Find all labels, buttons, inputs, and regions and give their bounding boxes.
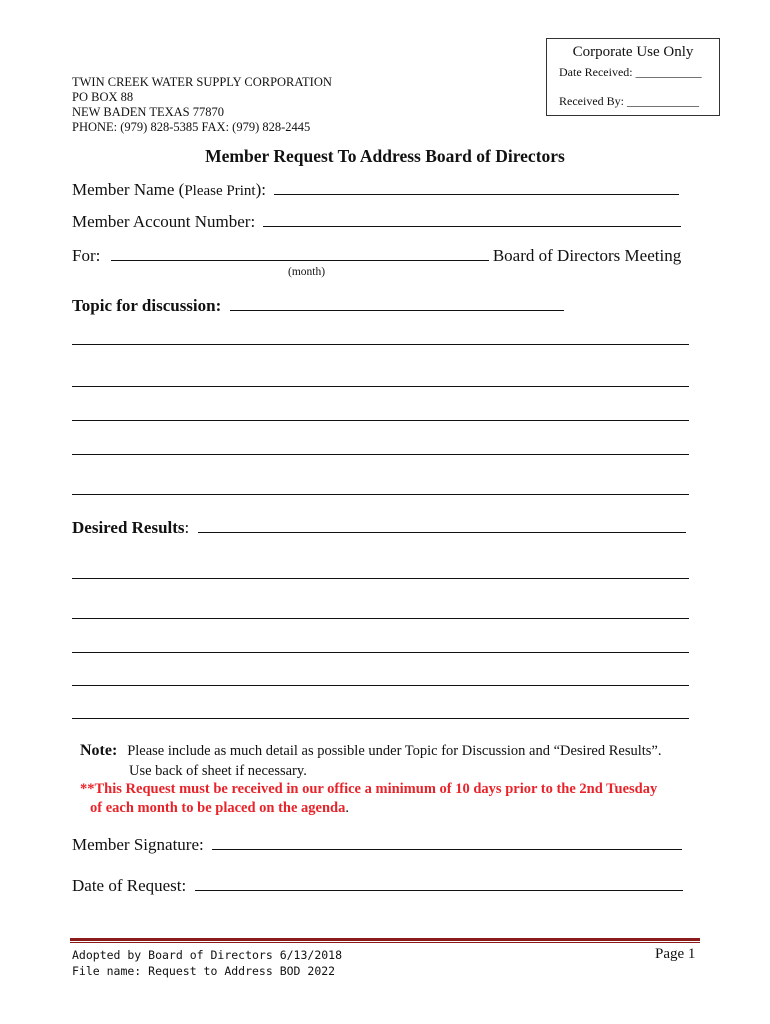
warning-line-2-row <box>90 799 349 817</box>
footer-rule <box>70 938 700 941</box>
meeting-row <box>72 246 681 266</box>
desired-results-input[interactable] <box>198 518 686 533</box>
note-block <box>80 742 661 760</box>
corporate-use-title: Corporate Use Only <box>572 44 694 60</box>
topic-input[interactable] <box>230 296 564 311</box>
topic-label: Topic for discussion: <box>72 296 222 315</box>
page-number: Page 1 <box>655 946 696 962</box>
organization-address <box>72 75 332 135</box>
account-number-row <box>72 212 681 232</box>
warning-line-1: **This Request must be received in our office a minimum of 10 days prior to the 2nd Tuesday <box>80 781 658 797</box>
account-number-label: Member Account Number: <box>72 212 256 231</box>
desired-results-row <box>72 518 686 538</box>
signature-row <box>72 835 682 855</box>
organization-name: TWIN CREEK WATER SUPPLY CORPORATION <box>72 75 332 89</box>
organization-city: NEW BADEN TEXAS 77870 <box>72 105 224 119</box>
footer-adopted: Adopted by Board of Directors 6/13/2018 <box>72 948 343 962</box>
date-request-input[interactable] <box>195 876 683 891</box>
warning-period: . <box>345 800 349 816</box>
member-name-input[interactable] <box>274 180 679 195</box>
organization-phone: PHONE: (979) 828-5385 FAX: (979) 828-2445 <box>72 120 311 134</box>
topic-line-3[interactable] <box>72 420 689 421</box>
topic-line-2[interactable] <box>72 386 689 387</box>
member-name-row <box>72 180 679 200</box>
topic-line-5[interactable] <box>72 494 689 495</box>
topic-row <box>72 296 564 316</box>
footer-file-name: File name: Request to Address BOD 2022 <box>72 964 336 978</box>
topic-line-1[interactable] <box>72 344 689 345</box>
signature-label: Member Signature: <box>72 835 204 854</box>
signature-input[interactable] <box>212 835 682 850</box>
note-line-1: Please include as much detail as possible under Topic for Discussion and “Desired Results”. <box>127 743 662 759</box>
member-name-hint: Please Print <box>184 183 256 199</box>
desired-line-2[interactable] <box>72 618 689 619</box>
meeting-month-input[interactable] <box>111 246 489 261</box>
for-label: For: <box>72 246 101 265</box>
warning-line-2: of each month to be placed on the agenda <box>90 800 346 816</box>
desired-line-4[interactable] <box>72 685 689 686</box>
note-label: Note: <box>80 742 118 759</box>
desired-results-label: Desired Results <box>72 518 185 537</box>
date-request-row <box>72 876 683 896</box>
topic-line-4[interactable] <box>72 454 689 455</box>
desired-line-5[interactable] <box>72 718 689 719</box>
meeting-suffix: Board of Directors Meeting <box>492 246 682 265</box>
month-hint: (month) <box>288 266 326 278</box>
received-by-field[interactable]: Received By: ____________ <box>559 94 699 108</box>
note-line-2: Use back of sheet if necessary. <box>129 763 307 779</box>
form-title: Member Request To Address Board of Directors <box>205 146 565 166</box>
date-received-field[interactable]: Date Received: ___________ <box>559 65 702 79</box>
account-number-input[interactable] <box>263 212 681 227</box>
member-name-suffix: ): <box>255 180 266 199</box>
footer-rule-thin <box>70 942 700 943</box>
desired-results-colon: : <box>184 518 190 537</box>
date-request-label: Date of Request: <box>72 876 187 895</box>
desired-line-3[interactable] <box>72 652 689 653</box>
desired-line-1[interactable] <box>72 578 689 579</box>
corporate-use-box <box>546 38 720 116</box>
organization-po-box: PO BOX 88 <box>72 90 134 104</box>
member-name-label: Member Name ( <box>72 180 185 199</box>
